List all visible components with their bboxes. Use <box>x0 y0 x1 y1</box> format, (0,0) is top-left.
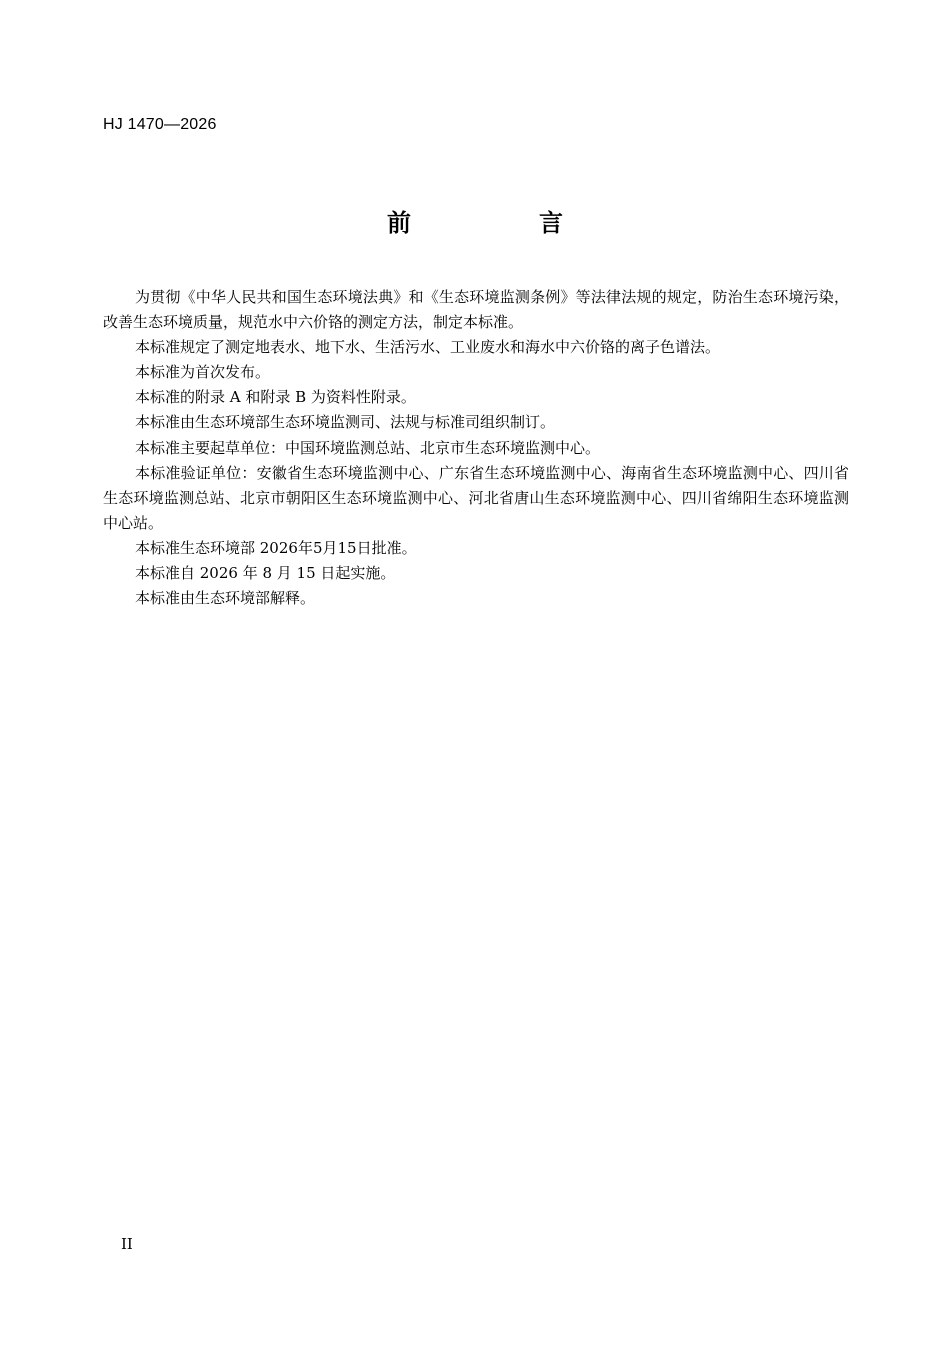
paragraph-scope: 本标准规定了测定地表水、地下水、生活污水、工业废水和海水中六价铬的离子色谱法。 <box>135 338 721 357</box>
page-title: 前 言 <box>387 209 615 237</box>
paragraph-organizer: 本标准由生态环境部生态环境监测司、法规与标准司组织制订。 <box>135 413 556 432</box>
paragraph-interpretation: 本标准由生态环境部解释。 <box>135 589 316 608</box>
paragraph-validators: 本标准验证单位：安徽省生态环境监测中心、广东省生态环境监测中心、海南省生态环境监测中心、四川省生态环境监测总站、北京市朝阳区生态环境监测中心、河北省唐山生态环境监测中心、四川省绵阳生态环境监测中心站。 <box>103 463 849 532</box>
paragraph-purpose: 为贯彻《中华人民共和国生态环境法典》和《生态环境监测条例》等法律法规的规定，防治生态环境污染，改善生态环境质量，规范水中六价铬的测定方法，制定本标准。 <box>103 288 849 332</box>
paragraph-appendices: 本标准的附录 A 和附录 B 为资料性附录。 <box>135 388 416 407</box>
paragraph-first-release: 本标准为首次发布。 <box>135 363 271 382</box>
paragraph-approval: 本标准生态环境部 2026年5月15日批准。 <box>135 538 417 557</box>
page-number: II <box>121 1235 133 1253</box>
paragraph-drafters: 本标准主要起草单位：中国环境监测总站、北京市生态环境监测中心。 <box>135 438 601 457</box>
document-code: HJ 1470—2026 <box>103 116 217 133</box>
paragraph-effective-date: 本标准自 2026 年 8 月 15 日起实施。 <box>135 564 396 583</box>
preface-body <box>103 285 849 611</box>
